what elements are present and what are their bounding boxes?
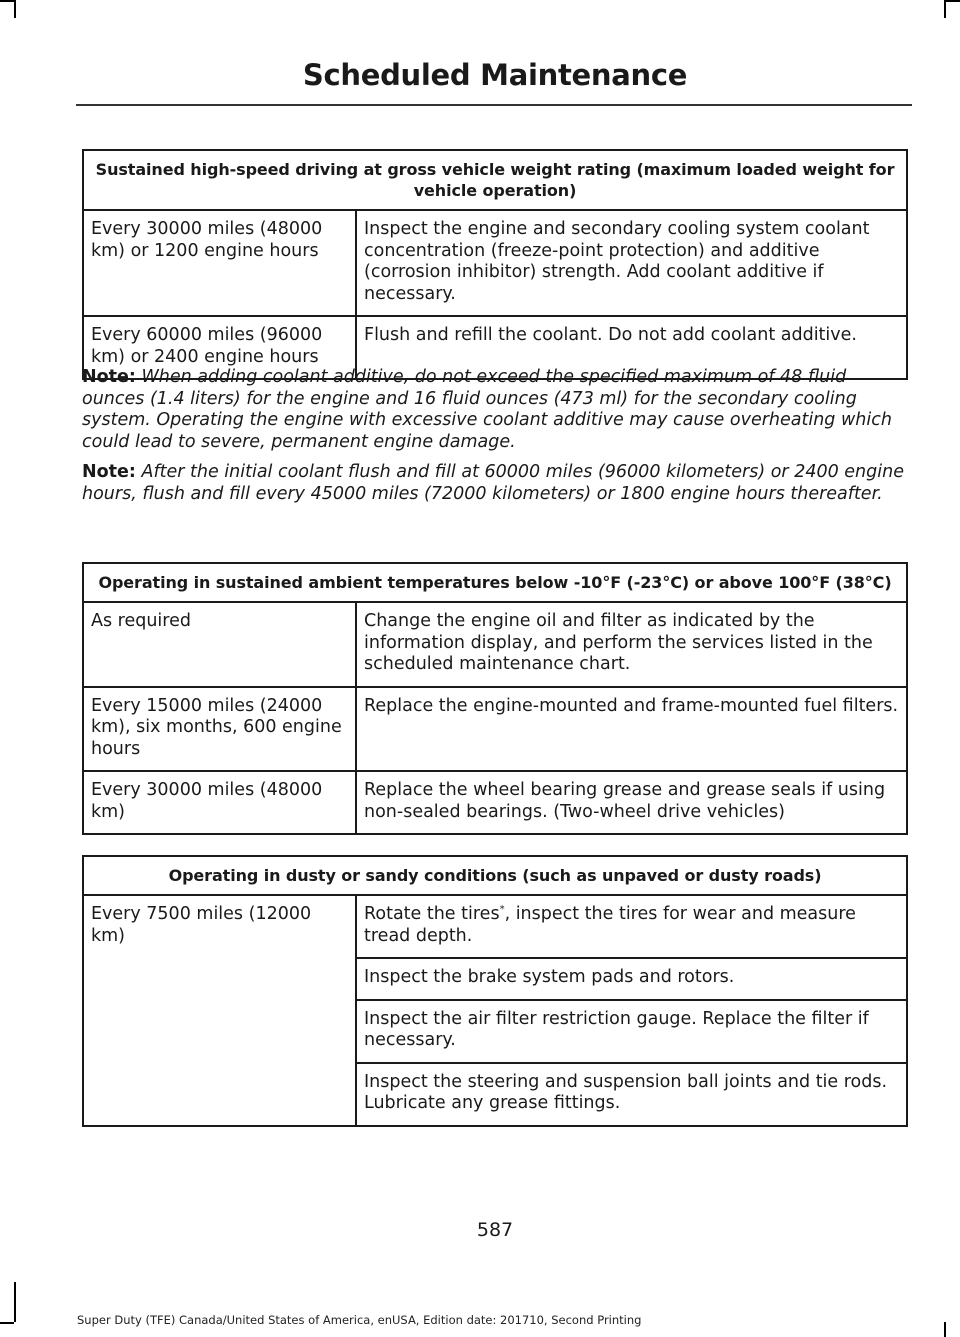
action-cell <box>356 895 907 958</box>
note-label: Note: <box>82 462 136 482</box>
crop-mark <box>944 0 946 18</box>
note-coolant-additive <box>82 367 908 453</box>
action-text: Rotate the tires <box>364 904 500 924</box>
interval-cell: Every 30000 miles (48000 km) or 1200 engine hours <box>83 210 356 316</box>
table-extreme-temperatures <box>82 562 908 835</box>
crop-mark <box>0 1322 14 1324</box>
note-label: Note: <box>82 367 136 387</box>
crop-mark <box>14 0 16 18</box>
header-rule <box>76 104 912 106</box>
action-cell: Inspect the brake system pads and rotors. <box>356 958 907 1000</box>
action-cell: Replace the engine-mounted and frame-mounted fuel filters. <box>356 687 907 772</box>
table-heading: Sustained high-speed driving at gross vehicle weight rating (maximum loaded weight for vehicle operation) <box>83 150 907 210</box>
table-row <box>83 895 907 958</box>
action-cell: Replace the wheel bearing grease and grease seals if using non-sealed bearings. (Two-wheel drive vehicles) <box>356 771 907 834</box>
note-text: When adding coolant additive, do not exceed the specified maximum of 48 fluid ounces (1.4 liters) for the engine and 16 fluid ounces (473 ml) for the secondary cooling system. Operating the engine with excessive coolant additive may cause overheating which could lead to severe, permanent engine damage. <box>82 367 892 452</box>
page-number: 587 <box>476 1219 514 1241</box>
action-text: , inspect the tires for wear and measure tread depth. <box>364 904 856 946</box>
action-cell: Flush and refill the coolant. Do not add coolant additive. <box>356 316 907 379</box>
table-header-row <box>83 856 907 895</box>
crop-mark <box>944 1322 946 1337</box>
interval-cell: Every 15000 miles (24000 km), six months, 600 engine hours <box>83 687 356 772</box>
table-heading: Operating in sustained ambient temperatures below -10°F (-23°C) or above 100°F (38°C) <box>83 563 907 602</box>
table-row <box>83 771 907 834</box>
action-cell: Inspect the air filter restriction gauge. Replace the filter if necessary. <box>356 1000 907 1063</box>
table-dusty-conditions <box>82 855 908 1127</box>
action-cell: Change the engine oil and filter as indicated by the information display, and perform the services listed in the scheduled maintenance chart. <box>356 602 907 687</box>
crop-mark <box>0 0 14 2</box>
interval-cell: As required <box>83 602 356 687</box>
interval-cell: Every 7500 miles (12000 km) <box>83 895 356 1126</box>
table-header-row <box>83 563 907 602</box>
table-header-row <box>83 150 907 210</box>
note-text: After the initial coolant flush and fill at 60000 miles (96000 kilometers) or 2400 engine hours, flush and fill every 45000 miles (72000 kilometers) or 1800 engine hours thereafter. <box>82 462 904 504</box>
table-row <box>83 602 907 687</box>
table-row <box>83 210 907 316</box>
footnote-marker: * <box>499 904 505 916</box>
table-heading: Operating in dusty or sandy conditions (such as unpaved or dusty roads) <box>83 856 907 895</box>
footer-edition: Super Duty (TFE) Canada/United States of America, enUSA, Edition date: 201710, Second Printing <box>77 1313 642 1327</box>
interval-cell: Every 30000 miles (48000 km) <box>83 771 356 834</box>
interval-cell: Every 60000 miles (96000 km) or 2400 engine hours <box>83 316 356 379</box>
page-title: Scheduled Maintenance <box>302 58 688 92</box>
table-high-speed-driving <box>82 149 908 380</box>
crop-mark <box>14 1282 16 1322</box>
action-cell: Inspect the engine and secondary cooling system coolant concentration (freeze-point protection) and additive (corrosion inhibitor) strength. Add coolant additive if necessary. <box>356 210 907 316</box>
note-coolant-flush <box>82 462 908 505</box>
crop-mark <box>946 0 960 2</box>
table-row <box>83 687 907 772</box>
action-cell: Inspect the steering and suspension ball joints and tie rods. Lubricate any grease fittings. <box>356 1063 907 1126</box>
